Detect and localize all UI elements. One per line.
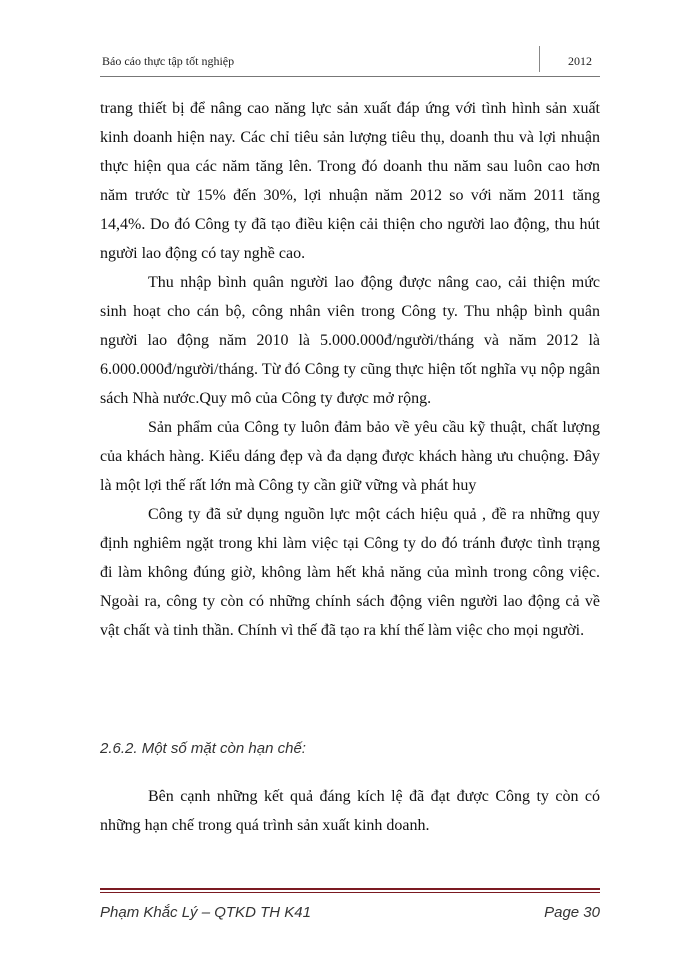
header-title: Báo cáo thực tập tốt nghiệp — [102, 54, 235, 68]
paragraph-3: Sản phẩm của Công ty luôn đảm bảo về yêu cầu kỹ thuật, chất lượng của khách hàng. Kiểu dáng đẹp và đa dạng được khách hàng ưu chuộng. Đây là một lợi thế rất lớn mà Công ty cần giữ vững và phát huy — [100, 419, 600, 494]
page-header — [100, 40, 600, 80]
body-text — [100, 94, 600, 645]
paragraph-4: Công ty đã sử dụng nguồn lực một cách hiệu quả , đề ra những quy định nghiêm ngặt trong khi làm việc tại Công ty do đó tránh được tình trạng đi làm không đúng giờ, không làm hết khả năng của mình trong công việc. Ngoài ra, công ty còn có những chính sách động viên người lao động cả về vật chất và tinh thần. Chính vì thế đã tạo ra khí thế làm việc cho mọi người. — [100, 506, 600, 639]
section-paragraph: Bên cạnh những kết quả đáng kích lệ đã đạt được Công ty còn có những hạn chế trong quá trình sản xuất kinh doanh. — [100, 788, 600, 834]
footer-page-number: Page 30 — [544, 904, 600, 921]
header-year: 2012 — [568, 54, 592, 68]
footer-rule-thick — [100, 888, 600, 890]
footer-rule-thin — [100, 892, 600, 893]
paragraph-1: trang thiết bị để nâng cao năng lực sản xuất đáp ứng với tình hình sản xuất kinh doanh hiện nay. Các chỉ tiêu sản lượng tiêu thụ, doanh thu và lợi nhuận thực hiện qua các năm tăng lên. Trong đó doanh thu năm sau luôn cao hơn năm trước từ 15% đến 30%, lợi nhuận năm 2012 so với năm 2011 tăng 14,4%. Do đó Công ty đã tạo điều kiện cải thiện cho người lao động, thu hút người lao động có tay nghề cao. — [100, 100, 600, 262]
footer-author: Phạm Khắc Lý – QTKD TH K41 — [100, 904, 311, 921]
section-heading: 2.6.2. Một số mặt còn hạn chế: — [100, 740, 306, 757]
header-divider — [100, 76, 600, 77]
header-year-box — [539, 46, 600, 72]
paragraph-2: Thu nhập bình quân người lao động được nâng cao, cải thiện mức sinh hoạt cho cán bộ, công nhân viên trong Công ty. Thu nhập bình quân người lao động năm 2010 là 5.000.000đ/người/tháng và năm 2012 là 6.000.000đ/người/tháng. Từ đó Công ty cũng thực hiện tốt nghĩa vụ nộp ngân sách Nhà nước.Quy mô của Công ty được mở rộng. — [100, 274, 600, 407]
section-body — [100, 782, 600, 840]
